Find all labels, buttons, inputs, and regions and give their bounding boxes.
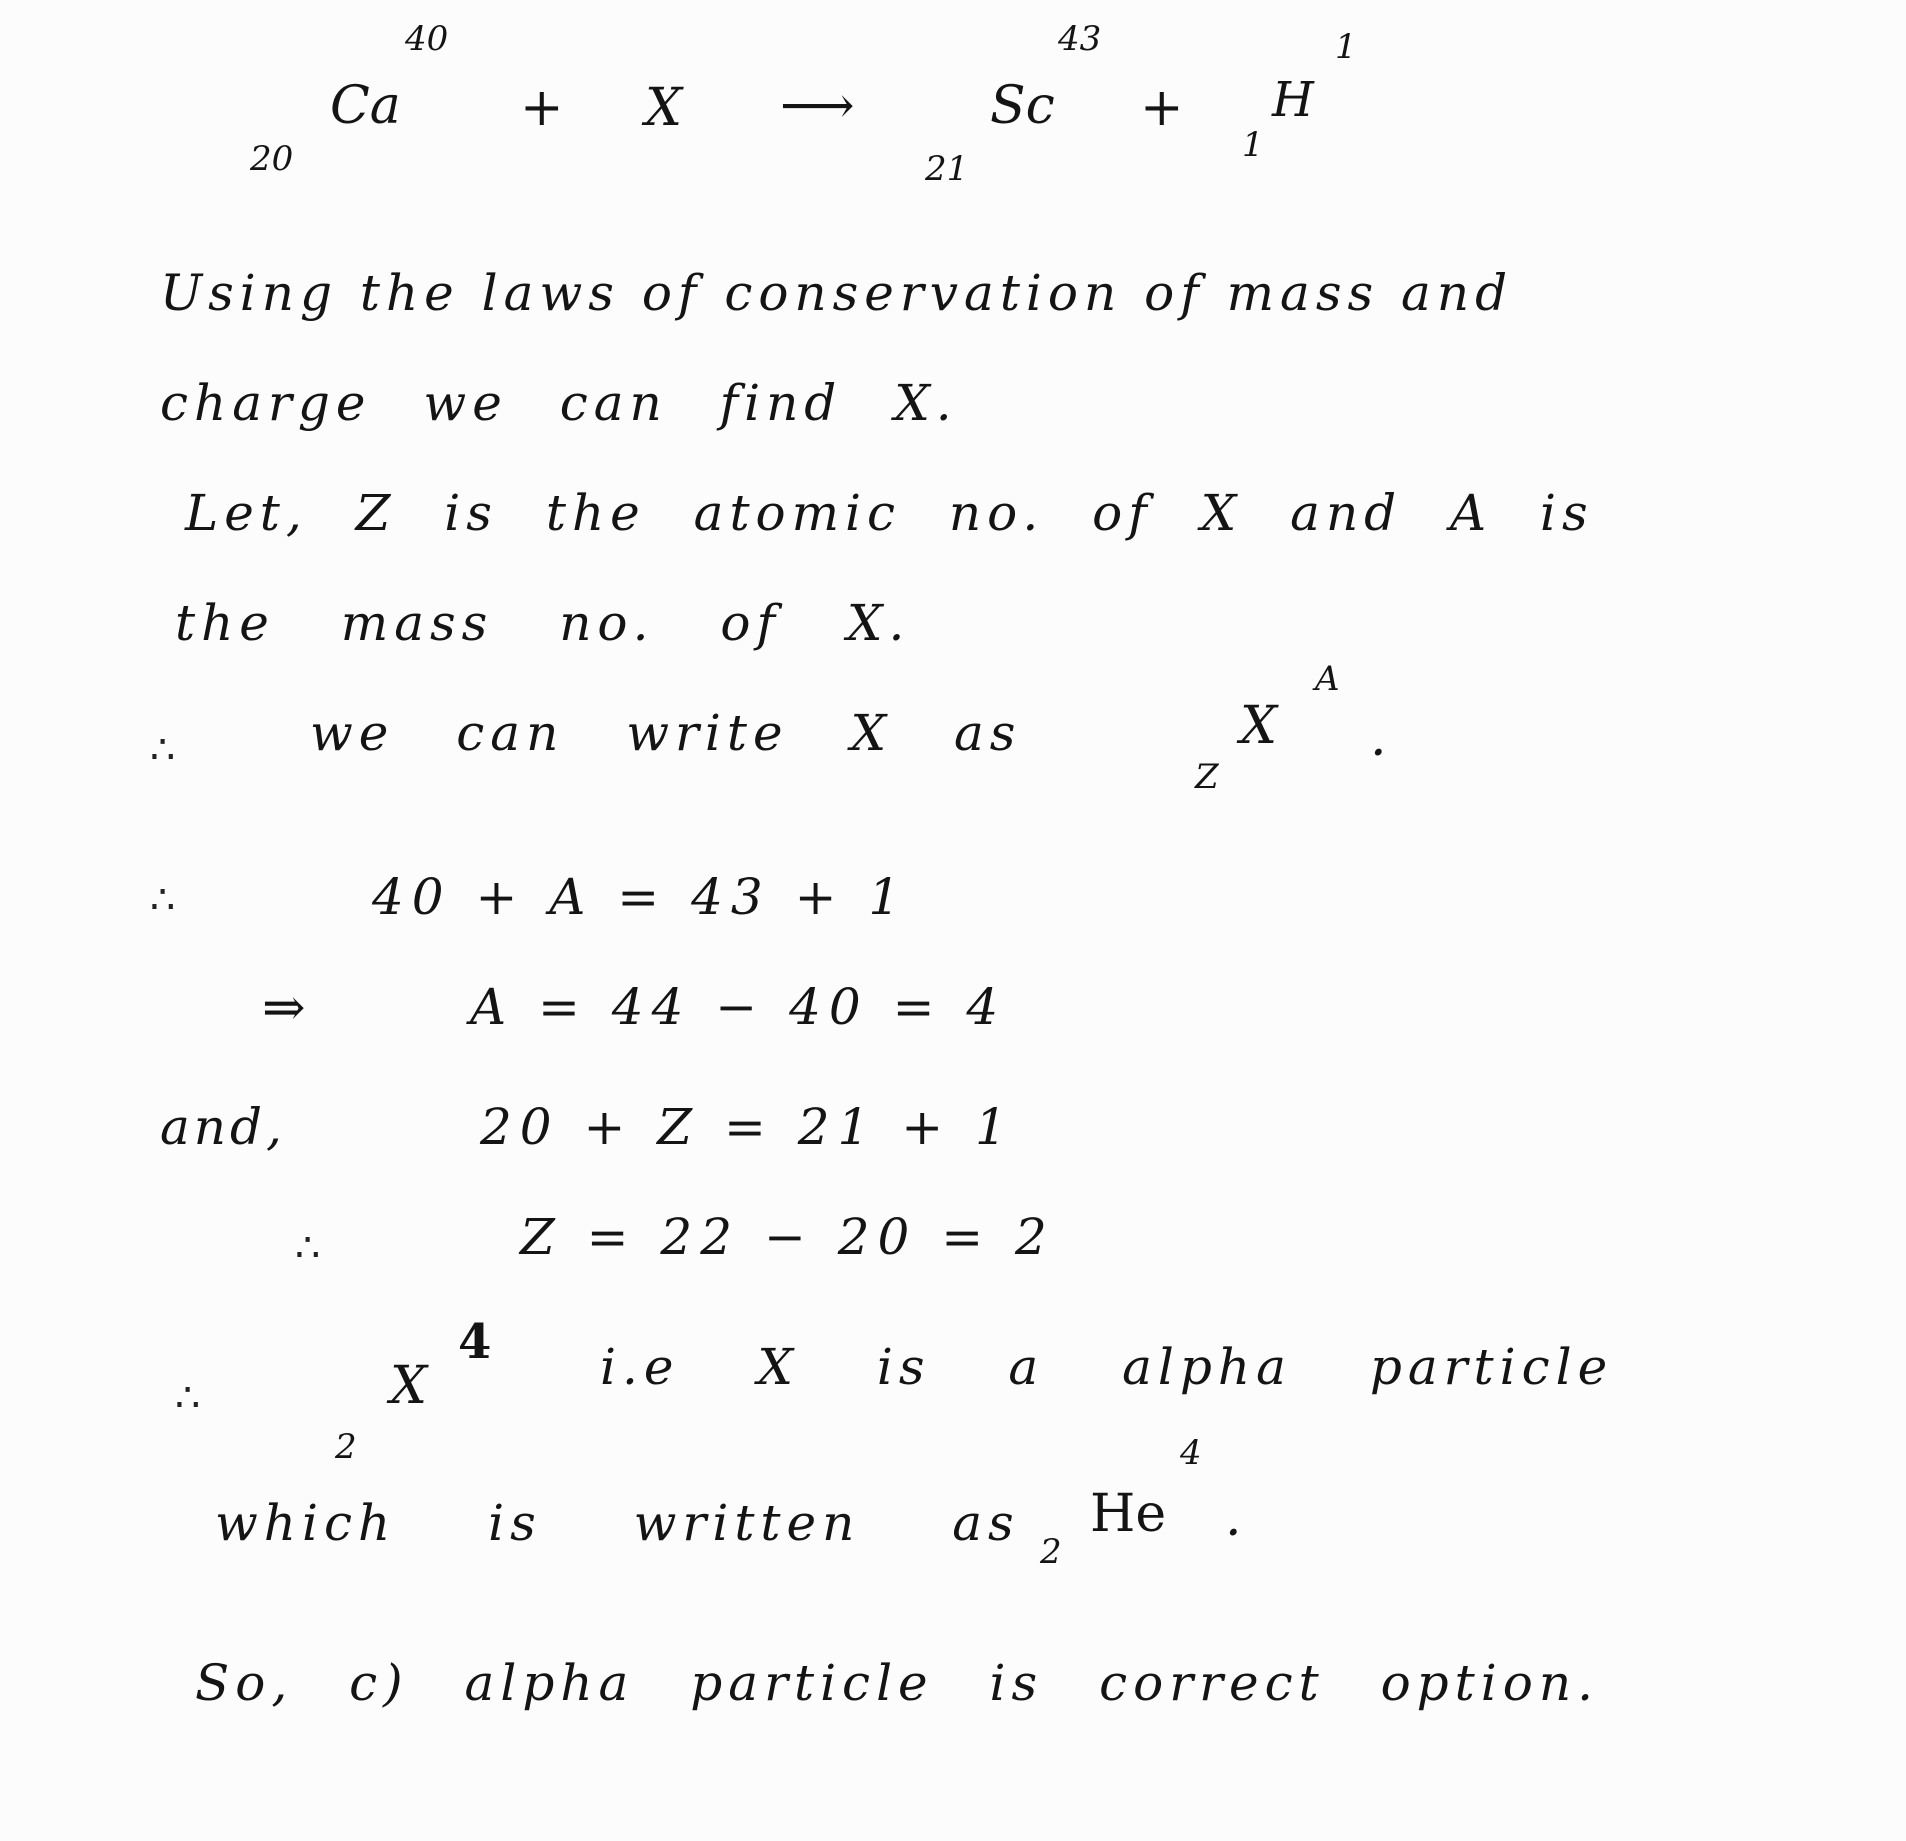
charge-equation: 20 + Z = 21 + 1 — [480, 1098, 1015, 1156]
helium-period: . — [1225, 1488, 1242, 1548]
unknown-x: X — [645, 78, 683, 138]
therefore-symbol-4: ∴ — [175, 1375, 201, 1421]
sc-mass-number: 43 — [1058, 19, 1102, 59]
ca-symbol: Ca — [330, 76, 401, 136]
notation-period: . — [1370, 708, 1387, 768]
helium-atomic-subscript: 2 — [1040, 1532, 1062, 1572]
notation-atomic-subscript: Z — [1195, 757, 1219, 797]
and-label: and, — [160, 1098, 286, 1156]
sc-atomic-number: 21 — [925, 149, 969, 189]
helium-mass-superscript: 4 — [1180, 1433, 1202, 1473]
which-is-written-text: which is written as — [215, 1494, 1020, 1552]
helium-symbol: He — [1090, 1484, 1167, 1544]
h-atomic-number: 1 — [1242, 125, 1264, 165]
result-x: X — [390, 1356, 428, 1416]
mass-number-result: A = 44 − 40 = 4 — [470, 978, 1007, 1036]
result-mass-superscript: 4 — [458, 1314, 492, 1370]
therefore-symbol-2: ∴ — [150, 877, 176, 923]
plus-sign-2: + — [1140, 78, 1184, 138]
conclusion-text: So, c) alpha particle is correct option. — [195, 1654, 1599, 1712]
ca-mass-number: 40 — [405, 19, 449, 59]
therefore-symbol-3: ∴ — [295, 1225, 321, 1271]
h-symbol: H — [1272, 72, 1314, 128]
plus-sign-1: + — [520, 78, 564, 138]
therefore-symbol-1: ∴ — [150, 727, 176, 773]
explanation-line-2: charge we can find X. — [160, 374, 958, 432]
h-mass-number: 1 — [1335, 27, 1357, 67]
result-atomic-subscript: 2 — [335, 1427, 357, 1467]
implies-symbol: ⇒ — [262, 978, 306, 1038]
mass-equation: 40 + A = 43 + 1 — [372, 868, 909, 926]
reaction-arrow: ⟶ — [780, 76, 855, 136]
explanation-line-1: Using the laws of conservation of mass and — [160, 264, 1514, 322]
notation-x: X — [1240, 696, 1278, 756]
notation-mass-superscript: A — [1315, 659, 1340, 699]
notation-text: we can write X as — [310, 704, 1022, 762]
ca-atomic-number: 20 — [250, 139, 294, 179]
definition-line-2: the mass no. of X. — [175, 594, 911, 652]
atomic-number-result: Z = 22 − 20 = 2 — [520, 1208, 1055, 1266]
sc-symbol: Sc — [990, 76, 1055, 136]
result-text: i.e X is a alpha particle — [600, 1338, 1614, 1396]
definition-line-1: Let, Z is the atomic no. of X and A is — [185, 484, 1594, 542]
